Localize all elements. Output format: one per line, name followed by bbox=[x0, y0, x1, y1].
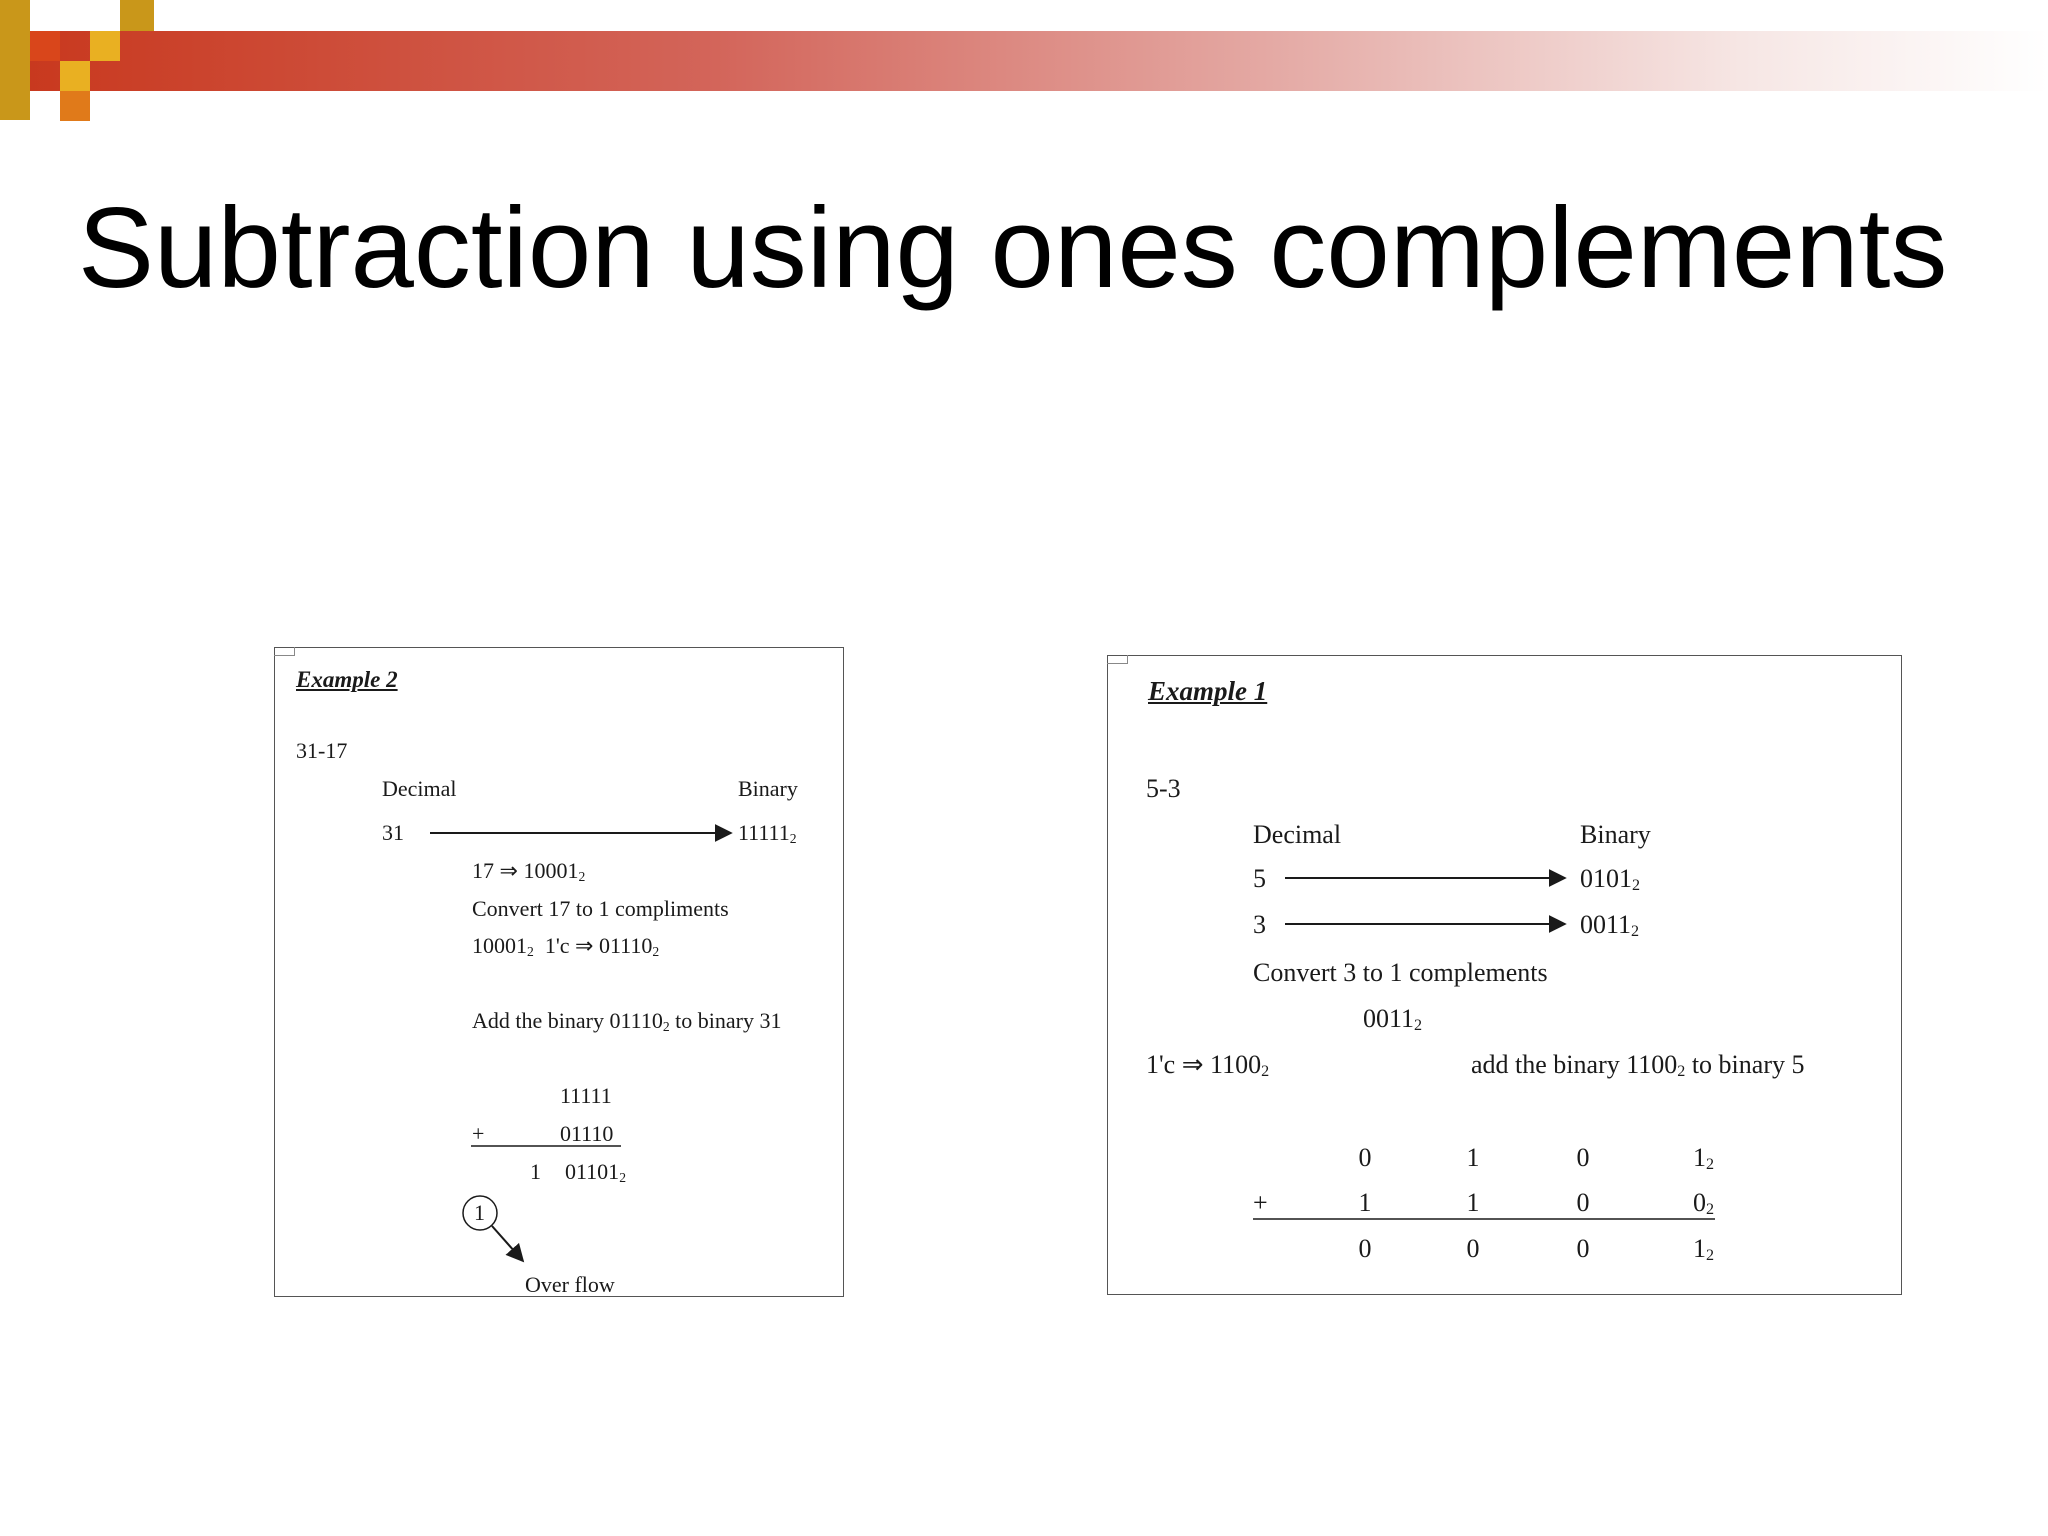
addend-top-digit: $1_2$ bbox=[1693, 1143, 1715, 1174]
example-2-panel bbox=[274, 647, 844, 1297]
decoration-square bbox=[90, 31, 120, 61]
addend-bottom-digit: 0 bbox=[1576, 1188, 1590, 1217]
overflow-arrow bbox=[492, 1226, 523, 1261]
decimal-value: 31 bbox=[382, 820, 404, 845]
example-1-heading: Example 1 bbox=[1148, 676, 1268, 706]
decoration-square bbox=[30, 31, 60, 61]
binary-column-header: Binary bbox=[738, 776, 798, 801]
example-1-problem: 5-3 bbox=[1146, 774, 1181, 803]
addend-bottom: 01110 bbox=[560, 1121, 614, 1146]
addend-top-digit: 0 bbox=[1358, 1143, 1372, 1172]
binary-value: $0101_2$ bbox=[1580, 864, 1641, 895]
decoration-square bbox=[60, 91, 90, 121]
example-1-panel bbox=[1107, 655, 1902, 1295]
addend-top-digit: 1 bbox=[1466, 1143, 1480, 1172]
binary-value: $11111_2$ bbox=[738, 820, 797, 846]
decimal-column-header: Decimal bbox=[382, 776, 457, 801]
decimal-value: 5 bbox=[1253, 864, 1266, 893]
step-convert: Convert 3 to 1 complements bbox=[1253, 958, 1548, 987]
step-convert: Convert 17 to 1 compliments bbox=[472, 896, 729, 921]
addend-bottom-digit: 1 bbox=[1358, 1188, 1372, 1217]
overflow-digit: 1 bbox=[474, 1200, 485, 1225]
decoration-square bbox=[60, 61, 90, 91]
example-2-heading: Example 2 bbox=[296, 667, 398, 692]
addend-bottom-digit: $0_2$ bbox=[1693, 1188, 1715, 1219]
step-value: $0011_2$ bbox=[1363, 1004, 1423, 1035]
step-17-binary: 17 ⇒ $10001_2$ bbox=[472, 858, 586, 884]
addend-top-digit: 0 bbox=[1576, 1143, 1590, 1172]
sum-digit: $1_2$ bbox=[1693, 1234, 1715, 1265]
decoration-square bbox=[0, 0, 30, 120]
addend-bottom-digit: 1 bbox=[1466, 1188, 1480, 1217]
example-2-problem: 31-17 bbox=[296, 738, 348, 763]
decimal-column-header: Decimal bbox=[1253, 820, 1342, 849]
overflow-label: Over flow bbox=[525, 1272, 615, 1297]
addend-top: 11111 bbox=[560, 1083, 612, 1108]
sum-digit: 0 bbox=[1358, 1234, 1372, 1263]
step-add-binary: Add the binary $01110_2$ to binary 31 bbox=[472, 1008, 782, 1034]
plus-sign: + bbox=[1253, 1188, 1268, 1217]
step-ones-complement: 1'c ⇒ $1100_2$ bbox=[1146, 1050, 1270, 1081]
example-2-arrows bbox=[275, 648, 845, 1298]
sum-carry: 1 bbox=[530, 1159, 541, 1184]
title-banner-gradient bbox=[0, 31, 2048, 91]
step-add-binary: add the binary $1100_2$ to binary 5 bbox=[1471, 1050, 1805, 1081]
binary-value: $0011_2$ bbox=[1580, 910, 1640, 941]
sum-digit: 0 bbox=[1576, 1234, 1590, 1263]
decimal-value: 3 bbox=[1253, 910, 1266, 939]
slide-title: Subtraction using ones complements bbox=[78, 185, 1948, 312]
decoration-square bbox=[120, 0, 154, 31]
binary-column-header: Binary bbox=[1580, 820, 1651, 849]
sum-value: $01101_2$ bbox=[565, 1159, 626, 1185]
plus-sign: + bbox=[472, 1121, 485, 1146]
step-ones-complement: $10001_2$ 1'c ⇒ $01110_2$ bbox=[472, 933, 660, 959]
sum-digit: 0 bbox=[1466, 1234, 1480, 1263]
